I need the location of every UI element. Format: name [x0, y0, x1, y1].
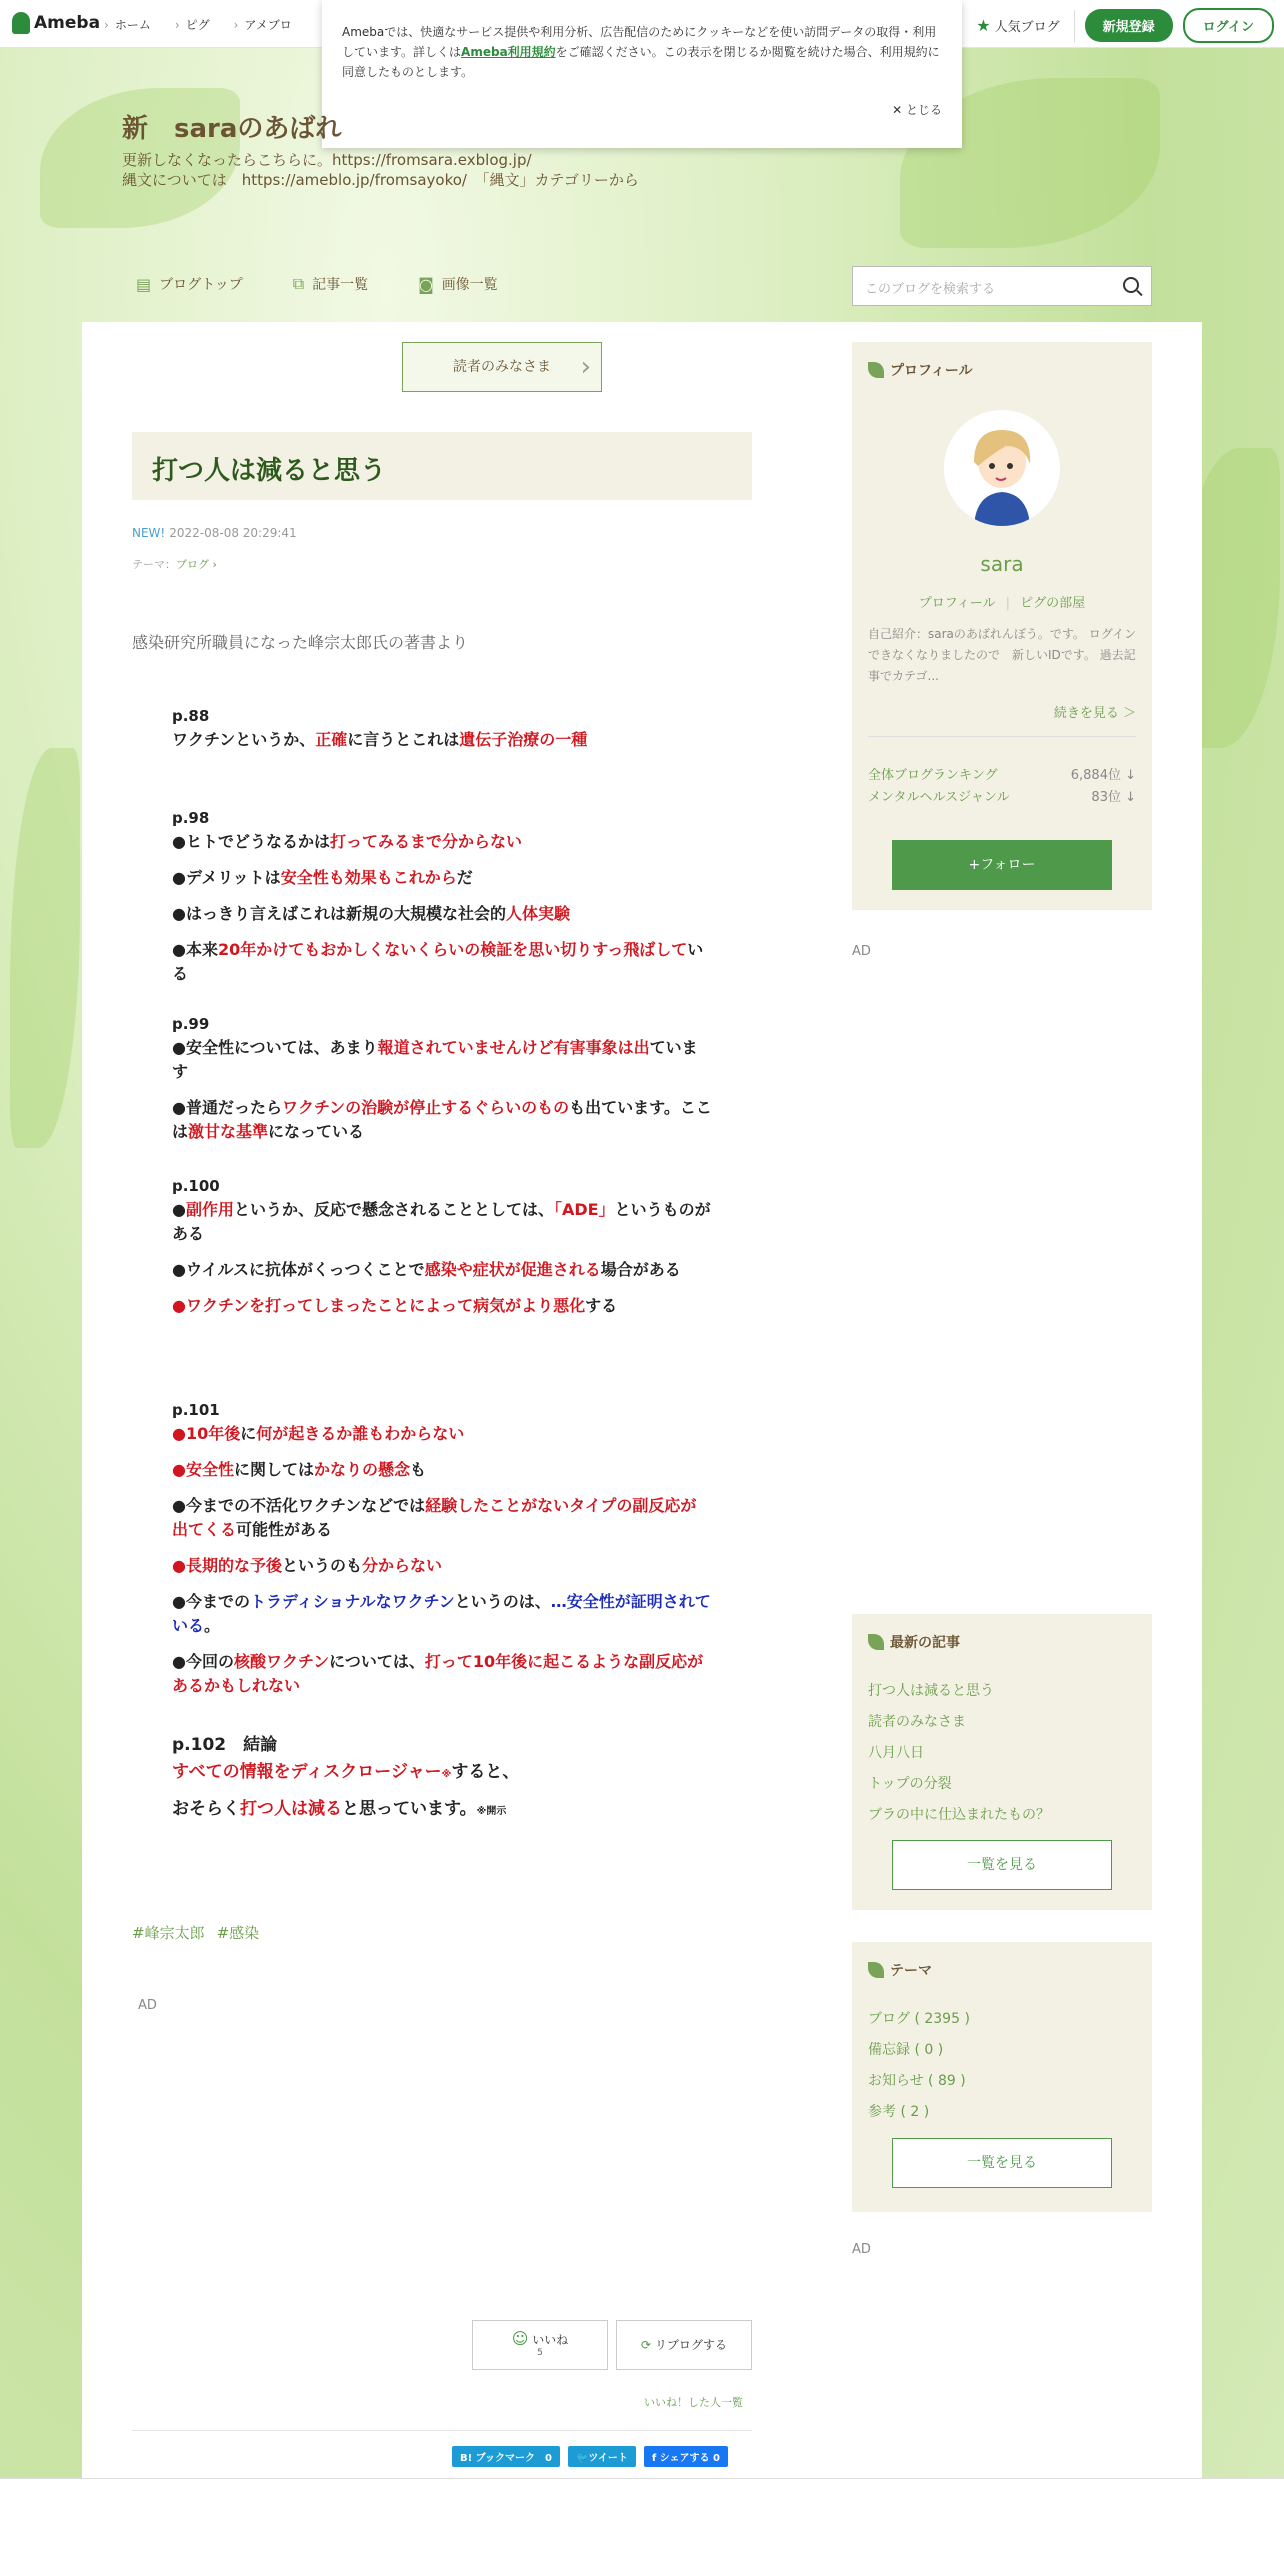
popular-blog-link[interactable]: ★ 人気ブログ: [976, 10, 1074, 42]
profile-intro: 自己紹介：saraのあばれんぼう。です。 ログインできなくなりましたので 新しいIDです。 過去記事でカテゴ...: [868, 627, 1137, 683]
smile-icon: ☺: [511, 2329, 529, 2348]
nav-entry-list[interactable]: ⧉ 記事一覧: [292, 274, 369, 293]
twitter-icon: 🐦: [575, 2453, 589, 2464]
theme-link[interactable]: ブログ: [176, 558, 209, 571]
ad-label: AD: [852, 944, 871, 959]
divider: [132, 2430, 752, 2431]
article-tags: [132, 1922, 259, 1943]
divider: [868, 736, 1136, 737]
readers-link[interactable]: 読者のみなさま ›: [402, 342, 602, 392]
recent-list-all-button[interactable]: 一覧を見る: [892, 1840, 1112, 1890]
article-title[interactable]: 打つ人は減ると思う: [132, 432, 752, 500]
login-button[interactable]: ログイン: [1183, 8, 1274, 43]
theme-link[interactable]: ブログ ( 2395 ): [868, 2011, 970, 2027]
article-section-p88: p.88 ワクチンというか、正確に言うとこれは遺伝子治療の一種: [172, 707, 588, 749]
theme-list-all-button[interactable]: 一覧を見る: [892, 2138, 1112, 2188]
facebook-share-button[interactable]: f シェアする 0: [644, 2446, 728, 2467]
cookie-text-2: をご確認ください。この表示を閉じるか閲覧を続けた場合、利用規約に同意したものとします。: [342, 45, 940, 79]
recent-post-link[interactable]: 読者のみなさま: [868, 1714, 966, 1730]
avatar[interactable]: [944, 410, 1060, 526]
blog-nav: [136, 274, 498, 294]
ad-label: AD: [852, 2242, 871, 2257]
tag-link[interactable]: #感染: [216, 1924, 260, 1942]
article-section-p100: p.100 ●副作用というか、反応で懸念されることとしては、「ADE」というものがある ●ウイルスに抗体がくっつくことで感染や症状が促進される場合がある ●ワクチンを打ってしまったことによって病気がより悪化する: [172, 1177, 711, 1315]
profile-box: プロフィール sara プロフィール | ピグの部屋 自己紹介：saraのあばれんぼう。です。 ログインできなくなりましたので 新しいIDです。 過去記事でカテゴ... 続きを見る ＞ 全体ブログランキング 6,884位 ↓ メンタルヘルスジャンル 83位 ↓ +フォロー: [852, 342, 1152, 910]
nav-home[interactable]: › ホーム: [104, 16, 151, 33]
share-buttons: [452, 2446, 728, 2467]
recent-post-link[interactable]: ブラの中に仕込まれたもの？: [868, 1807, 1050, 1823]
theme-box: テーマ ブログ ( 2395 ) 備忘録 ( 0 ) お知らせ ( 89 ) 参考 ( 2 ) 一覧を見る: [852, 1942, 1152, 2212]
nav-pigg[interactable]: › ピグ: [175, 16, 210, 33]
article-meta: NEW! 2022-08-08 20:29:41: [132, 526, 297, 540]
content-panel: [82, 322, 1202, 2478]
nav-blog-top[interactable]: ▤ ブログトップ: [136, 274, 243, 294]
document-icon: ▤: [136, 274, 152, 294]
close-icon: ✕: [892, 103, 906, 117]
facebook-icon: f: [651, 2453, 660, 2464]
tag-link[interactable]: #峰宗太郎: [132, 1924, 205, 1942]
article-theme: テーマ：ブログ ›: [132, 558, 217, 571]
like-button[interactable]: ☺ いいね 5: [472, 2320, 608, 2370]
nav-ameblo[interactable]: › アメブロ: [234, 16, 292, 33]
theme-link[interactable]: 参考 ( 2 ): [868, 2104, 930, 2120]
likers-link[interactable]: いいね！した人一覧: [644, 2396, 743, 2409]
tweet-button[interactable]: 🐦ツイート: [568, 2446, 636, 2467]
hatena-bookmark-button[interactable]: B! ブックマーク 0: [452, 2446, 560, 2467]
reblog-button[interactable]: ⟳ リブログする: [616, 2320, 752, 2370]
camera-icon: ◙: [418, 274, 434, 294]
recent-post-link[interactable]: 打つ人は減ると思う: [868, 1683, 994, 1699]
like-count: 5: [537, 2348, 543, 2358]
article-intro: 感染研究所職員になった峰宗太郎氏の著書より: [132, 633, 469, 652]
profile-name[interactable]: sara: [980, 552, 1024, 576]
global-nav: [104, 16, 292, 33]
blog-description: 更新しなくなったらこちらに。https://fromsara.exblog.jp/ 縄文については https://ameblo.jp/fromsayoko/ 「縄文」カテゴリーから: [122, 151, 639, 189]
profile-link[interactable]: プロフィール: [918, 596, 996, 611]
leaf-icon: [868, 1634, 884, 1650]
recent-post-link[interactable]: トップの分裂: [868, 1776, 952, 1792]
signup-button[interactable]: 新規登録: [1085, 9, 1173, 42]
cookie-close-button[interactable]: ✕ とじる: [892, 103, 942, 117]
ad-label: AD: [138, 1998, 157, 2013]
crown-icon: ★: [976, 16, 991, 35]
ranking-overall[interactable]: 全体ブログランキング 6,884位 ↓: [868, 768, 1136, 783]
ranking-genre[interactable]: メンタルヘルスジャンル 83位 ↓: [868, 790, 1136, 805]
nav-image-list[interactable]: ◙ 画像一覧: [418, 274, 498, 294]
profile-links: プロフィール | ピグの部屋: [918, 596, 1086, 611]
theme-link[interactable]: 備忘録 ( 0 ): [868, 2042, 944, 2058]
cookie-text: Amebaでは、快適なサービス提供や利用分析、広告配信のためにクッキーなどを使い訪問データの取得・利用しています。詳しくは: [342, 25, 937, 59]
leaf-icon: [868, 362, 884, 378]
article-section-p98: p.98 ●ヒトでどうなるかは打ってみるまで分からない ●デメリットは安全性も効果もこれからだ ●はっきり言えばこれは新規の大規模な社会的人体実験 ●本来20年かけてもおかしくないくらいの検証を思い切りすっ飛ばしている: [172, 809, 704, 983]
blog-title[interactable]: 新 saraのあばれ: [122, 114, 342, 144]
read-more-link[interactable]: 続きを見る ＞: [1053, 706, 1136, 721]
theme-link[interactable]: お知らせ ( 89 ): [868, 2073, 966, 2089]
article-section-p101: p.101 ●10年後に何が起きるか誰もわからない ●安全性に関してはかなりの懸念も ●今までの不活化ワクチンなどでは経験したことがないタイプの副反応が出てくる可能性がある ●長期的な予後というのも分からない ●今までのトラディショナルなワクチンというのは、…安全性が証明されている。 ●今回の核酸ワクチンについては、打って10年後に起こるような副反応があるかもしれない: [172, 1401, 711, 1695]
pigg-room-link[interactable]: ピグの部屋: [1020, 596, 1086, 611]
search-icon[interactable]: [1123, 277, 1139, 293]
blog-search-input[interactable]: このブログを検索する: [852, 266, 1152, 306]
article-section-p99: p.99 ●安全性については、あまり報道されていませんけど有害事象は出ています ●普通だったらワクチンの治験が停止するぐらいのものも出ています。ここは激甘な基準になっている: [172, 1015, 712, 1141]
article-conclusion: p.102 結論 すべての情報をディスクロージャー※すると、 おそらく打つ人は減ると思っています。※開示: [172, 1735, 520, 1819]
terms-link[interactable]: Ameba利用規約: [461, 45, 556, 59]
ameba-logo[interactable]: Ameba: [12, 12, 100, 34]
copy-icon: ⧉: [292, 274, 305, 293]
reblog-icon: ⟳: [641, 2338, 655, 2352]
recent-posts-box: 最新の記事 打つ人は減ると思う 読者のみなさま 八月八日 トップの分裂 ブラの中に仕込まれたもの？ 一覧を見る: [852, 1614, 1152, 1910]
ameba-logo-icon: [12, 12, 30, 34]
recent-post-link[interactable]: 八月八日: [868, 1745, 924, 1761]
leaf-icon: [868, 1962, 884, 1978]
footer: [0, 2478, 1284, 2568]
cookie-banner: [322, 0, 962, 148]
follow-button[interactable]: +フォロー: [892, 840, 1112, 890]
